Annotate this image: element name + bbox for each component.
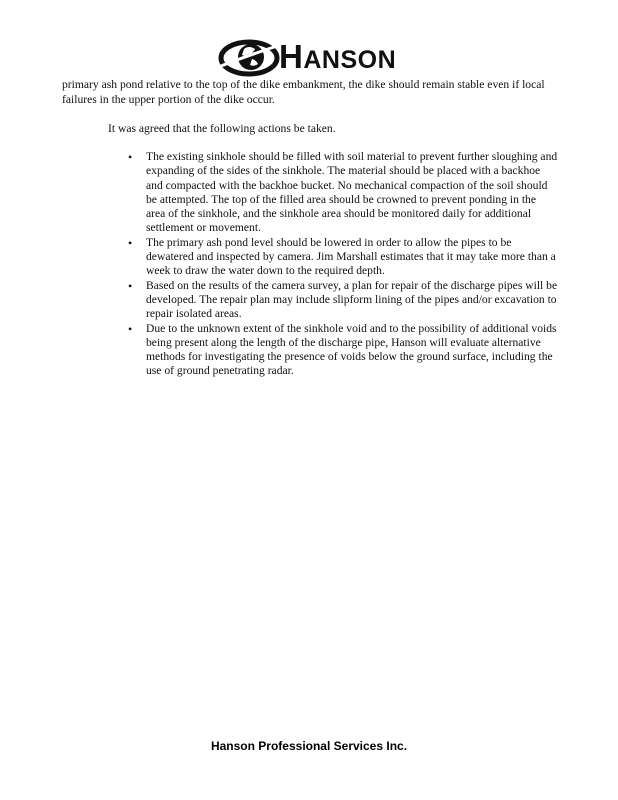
logo-wordmark: [279, 40, 396, 73]
hanson-logo: [218, 36, 408, 80]
action-item-2: • The primary ash pond level should be lowered in order to allow the pipes to be dewatered and inspected by camera. Jim Marshall estimates that it may take more than a week to draw the water down to the required depth.: [128, 236, 558, 279]
action-item-4: • Due to the unknown extent of the sinkhole void and to the possibility of additional voids being present along the length of the discharge pipe, Hanson will evaluate alternative methods for investigating the presence of voids below the ground surface, including the use of ground penetrating radar.: [128, 322, 558, 379]
logo-rest-letters: ANSON: [303, 46, 397, 74]
globe-swoosh-icon: [218, 36, 280, 80]
intro-paragraph: [62, 78, 552, 107]
action-item-1: • The existing sinkhole should be filled with soil material to prevent further sloughing and expanding of the sides of the sinkhole. The material should be placed with a backhoe and compacted with the backhoe bucket. No mechanical compaction of the soil should be attempted. The top of the filled area should be crowned to prevent ponding in the area of the sinkhole, and the sinkhole area should be monitored daily for additional settlement or movement.: [128, 150, 558, 236]
action-item-3: • Based on the results of the camera survey, a plan for repair of the discharge pipes will be developed. The repair plan may include slipform lining of the pipes and/or excavation to repair isolated areas.: [128, 279, 558, 322]
logo-first-letter: H: [279, 38, 304, 75]
intro-text: primary ash pond relative to the top of the dike embankment, the dike should remain stable even if local failures in the upper portion of the dike occur.: [62, 78, 545, 106]
actions-list: [128, 150, 558, 379]
agreed-paragraph: It was agreed that the following actions be taken.: [108, 122, 336, 135]
footer-company-name: Hanson Professional Services Inc.: [210, 739, 408, 753]
